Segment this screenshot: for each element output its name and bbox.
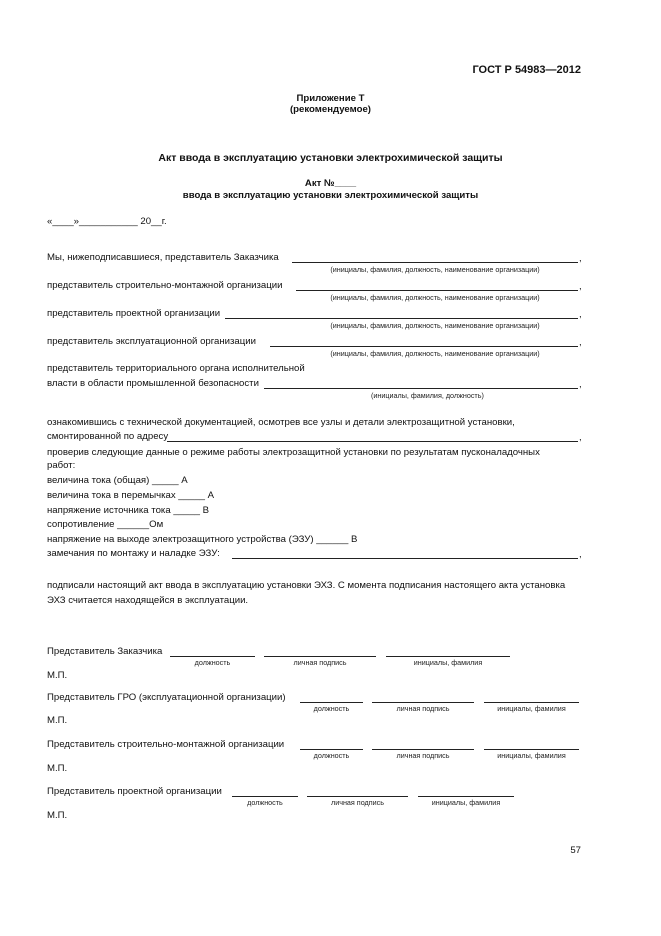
- appendix-title: Приложение Т: [296, 93, 365, 104]
- comma: ,: [579, 309, 582, 320]
- comma: ,: [579, 432, 582, 443]
- current-total-line: величина тока (общая) _____ А: [47, 475, 188, 486]
- territorial-rep-label-2: власти в области промышленной безопасности: [47, 378, 259, 389]
- sig-customer-initials-field[interactable]: [386, 656, 510, 657]
- operating-rep-caption: (инициалы, фамилия, должность, наименование организации): [330, 349, 540, 358]
- customer-rep-field[interactable]: [292, 262, 578, 263]
- comma: ,: [579, 281, 582, 292]
- familiarized-text: ознакомившись с технической документацией, осмотрев все узлы и детали электрозащитной установки,: [47, 417, 515, 428]
- sig-design-signature-caption: личная подпись: [331, 798, 384, 807]
- signed-text-1: подписали настоящий акт ввода в эксплуатацию установки ЭХЗ. С момента подписания настоящего акта установка: [47, 580, 566, 591]
- resistance-line: сопротивление ______Ом: [47, 519, 164, 530]
- page-number: 57: [570, 845, 581, 856]
- document-title: Акт ввода в эксплуатацию установки электрохимической защиты: [158, 152, 503, 164]
- sig-customer-position-field[interactable]: [170, 656, 255, 657]
- construction-rep-field[interactable]: [296, 290, 578, 291]
- territorial-rep-field[interactable]: [264, 388, 578, 389]
- sig-construction-position-caption: должность: [313, 751, 350, 760]
- remarks-field[interactable]: [232, 558, 578, 559]
- sig-design-initials-field[interactable]: [418, 796, 514, 797]
- operating-rep-field[interactable]: [270, 346, 578, 347]
- construction-rep-label: представитель строительно-монтажной организации: [47, 280, 283, 291]
- sig-construction-label: Представитель строительно-монтажной организации: [47, 739, 285, 750]
- comma: ,: [579, 253, 582, 264]
- signed-text-2: ЭХЗ считается находящейся в эксплуатации.: [47, 595, 249, 606]
- stamp-placeholder: М.П.: [47, 715, 68, 726]
- remarks-label: замечания по монтажу и наладке ЭЗУ:: [47, 548, 220, 559]
- act-date: «____»___________ 20__г.: [47, 216, 167, 227]
- sig-gro-label: Представитель ГРО (эксплуатационной организации): [47, 692, 286, 703]
- design-rep-caption: (инициалы, фамилия, должность, наименование организации): [330, 321, 540, 330]
- sig-gro-initials-field[interactable]: [484, 702, 579, 703]
- operating-rep-label: представитель эксплуатационной организации: [47, 336, 256, 347]
- sig-construction-initials-field[interactable]: [484, 749, 579, 750]
- customer-rep-label: Мы, нижеподписавшиеся, представитель Заказчика: [47, 252, 279, 263]
- territorial-rep-caption: (инициалы, фамилия, должность): [371, 391, 484, 400]
- sig-construction-signature-field[interactable]: [372, 749, 474, 750]
- checked-text-1: проверив следующие данные о режиме работы электрозащитной установки по результатам пусконаладочных: [47, 447, 540, 458]
- sig-design-position-caption: должность: [247, 798, 283, 807]
- appendix-type: (рекомендуемое): [289, 104, 371, 115]
- stamp-placeholder: М.П.: [47, 810, 68, 821]
- design-rep-label: представитель проектной организации: [47, 308, 221, 319]
- sig-gro-position-caption: должность: [313, 704, 350, 713]
- comma: ,: [579, 549, 582, 560]
- checked-text-2: работ:: [47, 460, 76, 471]
- territorial-rep-label-1: представитель территориального органа исполнительной: [47, 363, 305, 374]
- sig-construction-signature-caption: личная подпись: [396, 751, 450, 760]
- address-field[interactable]: [167, 441, 578, 442]
- construction-rep-caption: (инициалы, фамилия, должность, наименование организации): [330, 293, 540, 302]
- sig-customer-initials-caption: инициалы, фамилия: [413, 658, 483, 667]
- sig-gro-signature-caption: личная подпись: [396, 704, 450, 713]
- sig-design-signature-field[interactable]: [307, 796, 408, 797]
- act-number: Акт №____: [304, 178, 357, 189]
- sig-construction-initials-caption: инициалы, фамилия: [497, 751, 566, 760]
- sig-construction-position-field[interactable]: [300, 749, 363, 750]
- sig-customer-position-caption: должность: [194, 658, 231, 667]
- address-label: смонтированной по адресу: [47, 431, 169, 442]
- voltage-output-line: напряжение на выходе электрозащитного устройства (ЭЗУ) ______ В: [47, 534, 358, 545]
- sig-design-initials-caption: инициалы, фамилия: [431, 798, 501, 807]
- comma: ,: [579, 379, 582, 390]
- sig-design-label: Представитель проектной организации: [47, 786, 222, 797]
- standard-number: ГОСТ Р 54983—2012: [472, 64, 581, 76]
- comma: ,: [579, 337, 582, 348]
- sig-customer-signature-field[interactable]: [264, 656, 376, 657]
- voltage-source-line: напряжение источника тока _____ В: [47, 505, 210, 516]
- sig-gro-signature-field[interactable]: [372, 702, 474, 703]
- stamp-placeholder: М.П.: [47, 670, 68, 681]
- sig-customer-signature-caption: личная подпись: [293, 658, 347, 667]
- sig-gro-initials-caption: инициалы, фамилия: [497, 704, 566, 713]
- customer-rep-caption: (инициалы, фамилия, должность, наименование организации): [330, 265, 540, 274]
- design-rep-field[interactable]: [225, 318, 578, 319]
- stamp-placeholder: М.П.: [47, 763, 68, 774]
- sig-design-position-field[interactable]: [232, 796, 298, 797]
- sig-customer-label: Представитель Заказчика: [47, 646, 163, 657]
- act-subtitle: ввода в эксплуатацию установки электрохимической защиты: [182, 190, 479, 201]
- current-jumpers-line: величина тока в перемычках _____ А: [47, 490, 215, 501]
- sig-gro-position-field[interactable]: [300, 702, 363, 703]
